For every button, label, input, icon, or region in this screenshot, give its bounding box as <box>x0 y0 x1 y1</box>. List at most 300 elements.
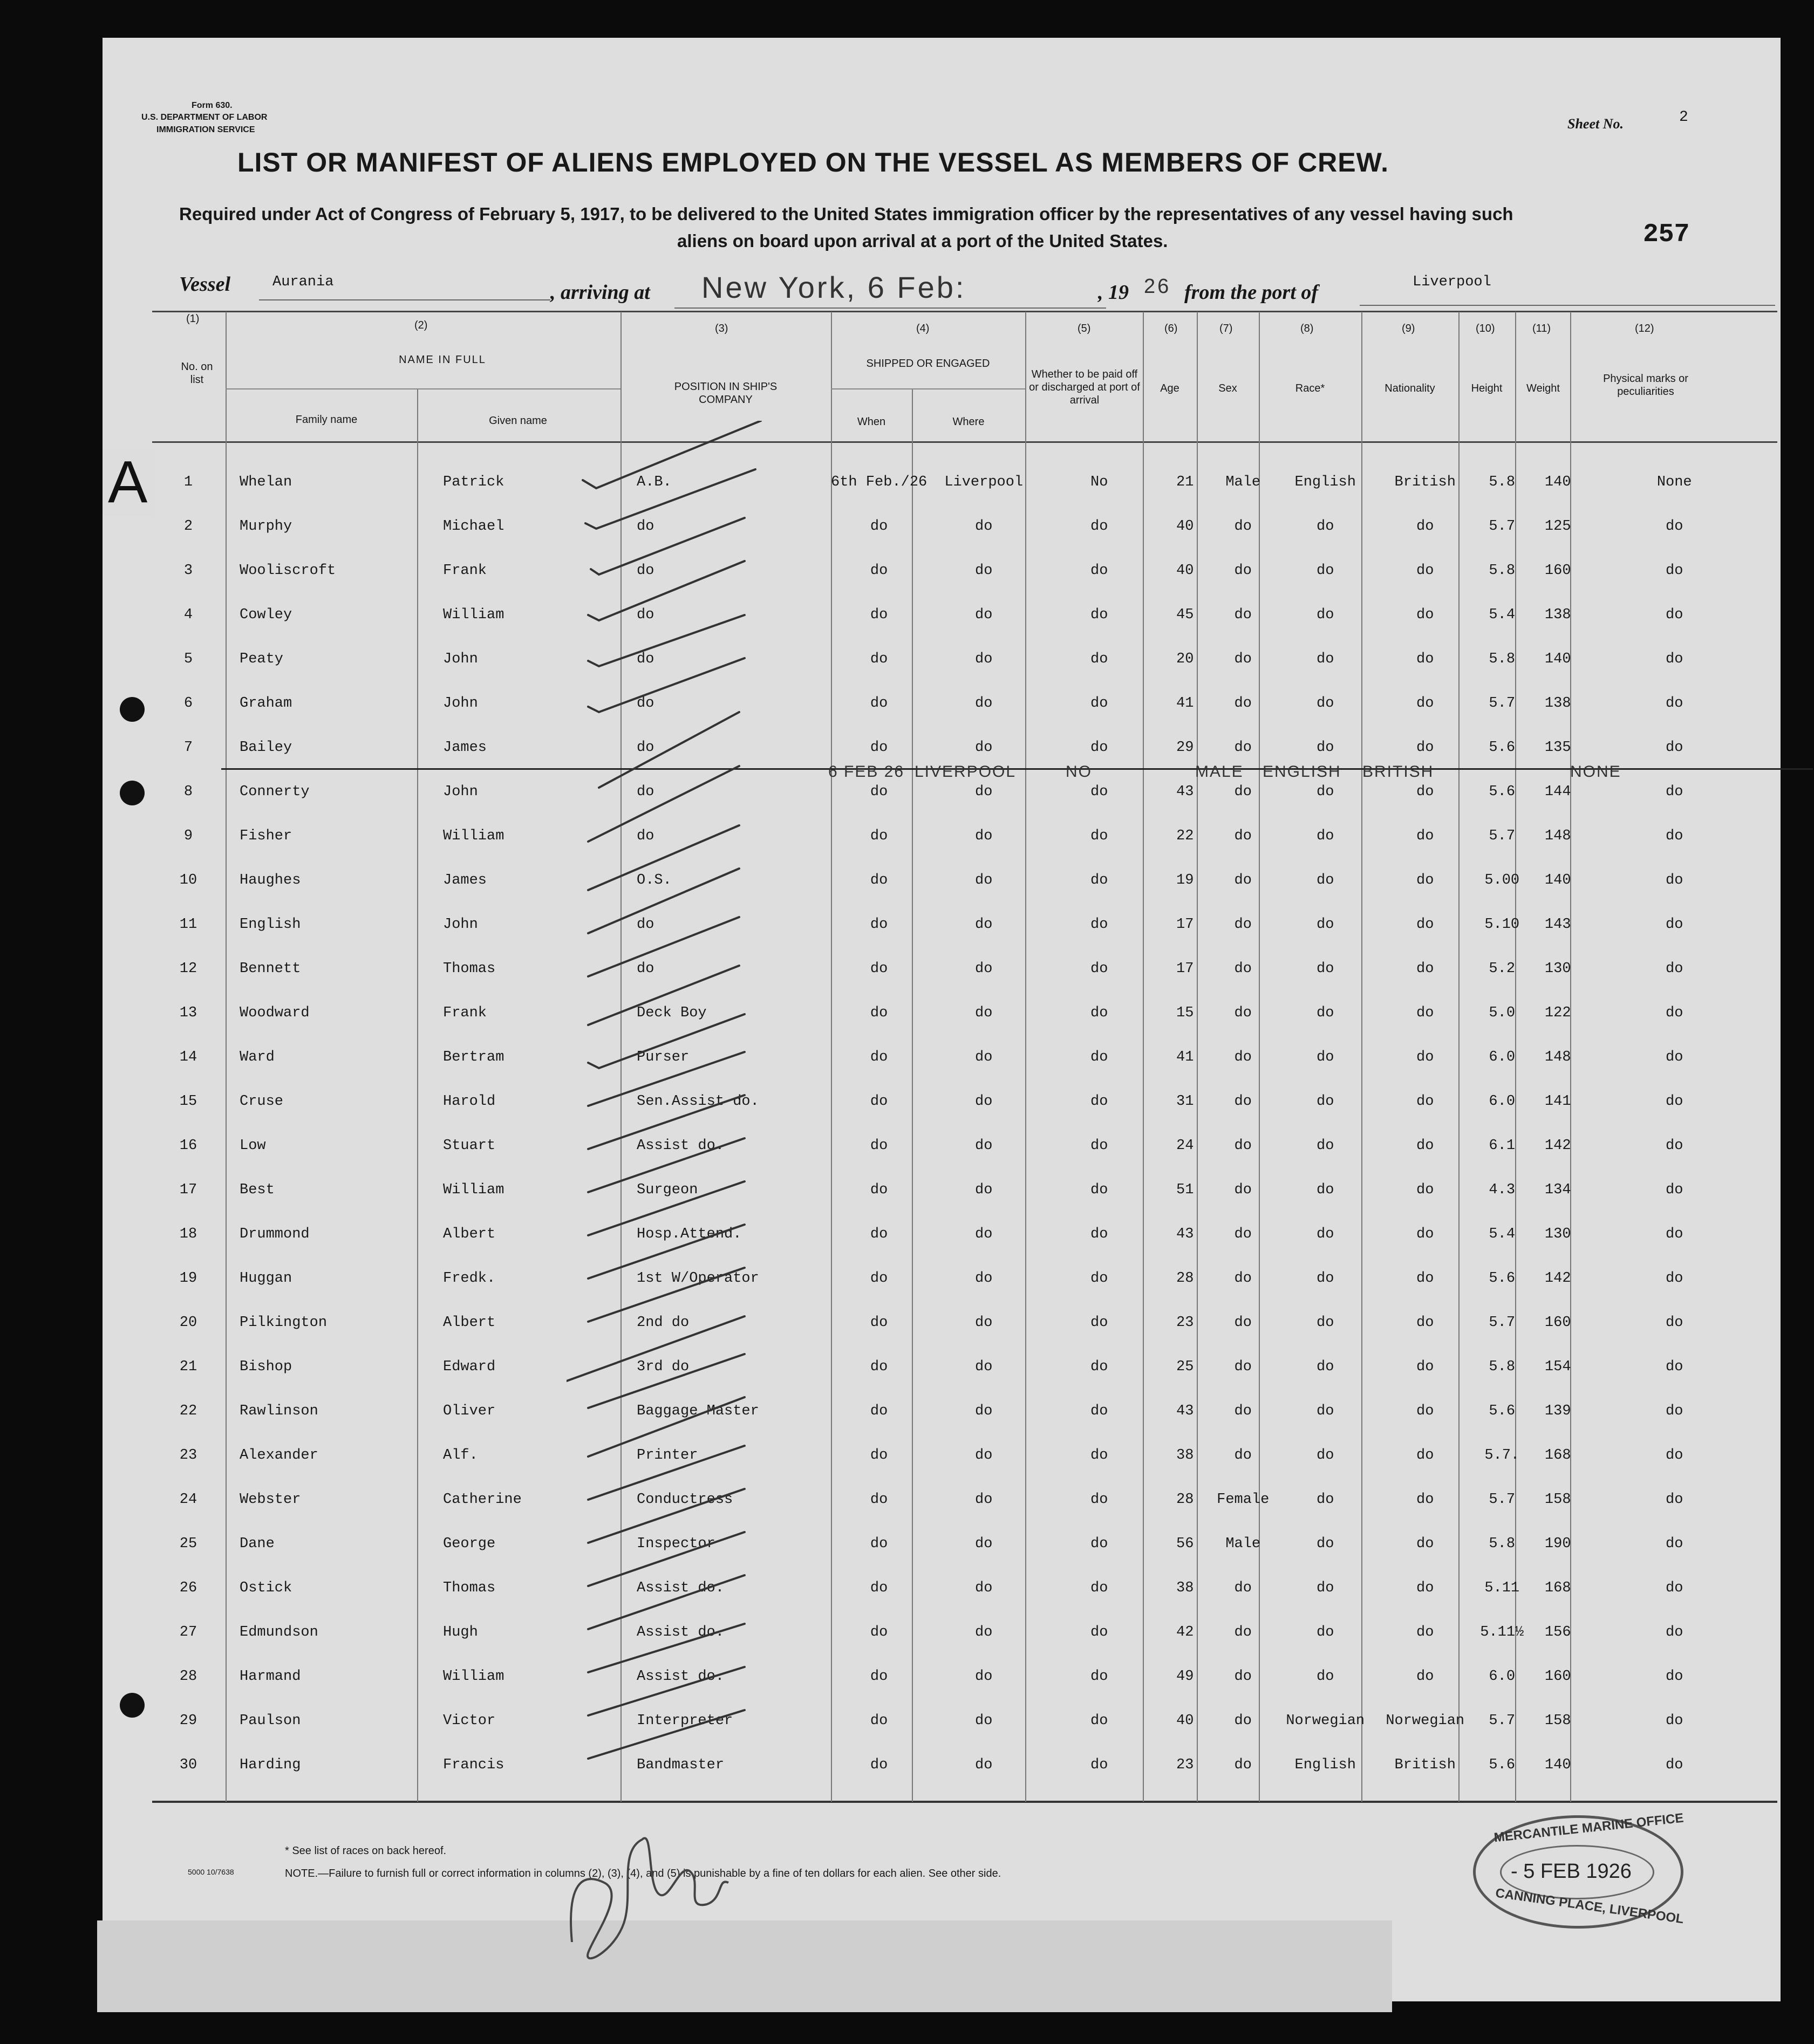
nationality: do <box>1416 1403 1434 1419</box>
race: Norwegian <box>1286 1713 1365 1729</box>
position: Surgeon <box>637 1182 698 1198</box>
nationality: do <box>1416 740 1434 756</box>
row-number: 6 <box>183 695 193 712</box>
position: Assist do. <box>637 1624 725 1640</box>
height: 5.4 <box>1489 607 1516 623</box>
header-given-name: Given name <box>489 415 547 427</box>
row-number: 4 <box>183 607 193 623</box>
paid-off: do <box>1090 1049 1108 1065</box>
shipped-when: do <box>870 1005 888 1021</box>
name-subheader-rule <box>226 388 620 389</box>
row-number: 23 <box>179 1447 197 1464</box>
shipped-where: do <box>975 961 993 977</box>
age: 43 <box>1176 1226 1194 1242</box>
physical-marks: do <box>1666 1359 1683 1375</box>
race: do <box>1317 828 1334 844</box>
vessel-underline <box>259 299 550 300</box>
family-name: Peaty <box>240 651 284 667</box>
sex: do <box>1234 1049 1252 1065</box>
shipped-when: do <box>870 1226 888 1242</box>
nationality: do <box>1416 563 1434 579</box>
shipped-when: 6th Feb./26 <box>831 474 928 490</box>
weight: 154 <box>1544 1359 1571 1375</box>
row-7-correction-marks: NONE <box>1570 763 1621 781</box>
race: do <box>1317 563 1334 579</box>
nationality: do <box>1416 784 1434 800</box>
physical-marks: do <box>1666 607 1683 623</box>
column-number: (12) <box>1635 323 1654 334</box>
position: Assist do. <box>637 1138 725 1154</box>
position: do <box>637 961 654 977</box>
paid-off: do <box>1090 740 1108 756</box>
stamp-address-text: CANNING PLACE, LIVERPOOL <box>1494 1885 1685 1927</box>
row-number: 28 <box>179 1669 197 1685</box>
subtitle-line-1: Required under Act of Congress of February 5, 1917, to be delivered to the United States immigration officer by the representatives of any vessel having such <box>179 204 1513 224</box>
header-race: Race* <box>1295 382 1325 394</box>
weight: 140 <box>1544 872 1571 888</box>
shipped-where: Liverpool <box>944 474 1024 490</box>
departure-port: Liverpool <box>1413 274 1491 290</box>
position: do <box>637 784 654 800</box>
row-number: 24 <box>179 1492 197 1508</box>
header-sex: Sex <box>1218 382 1237 394</box>
position: Bandmaster <box>637 1757 725 1773</box>
sex: do <box>1234 1447 1252 1464</box>
row-7-correction-date: 6 FEB 26 <box>828 763 905 781</box>
weight: 158 <box>1544 1713 1571 1729</box>
nationality: British <box>1394 474 1456 490</box>
race: do <box>1317 1315 1334 1331</box>
height: 5.7 <box>1489 1713 1516 1729</box>
nationality: do <box>1416 1005 1434 1021</box>
vessel-name: Aurania <box>272 274 334 290</box>
position: do <box>637 740 654 756</box>
shipped-when: do <box>870 1536 888 1552</box>
given-name: James <box>443 740 487 756</box>
position: Inspector <box>637 1536 715 1552</box>
crew-row <box>151 460 1763 504</box>
row-7-correction-port: LIVERPOOL <box>915 763 1017 781</box>
physical-marks: do <box>1666 563 1683 579</box>
given-name: Frank <box>443 563 487 579</box>
race: do <box>1317 1049 1334 1065</box>
race: do <box>1317 1005 1334 1021</box>
column-number: (6) <box>1164 323 1178 334</box>
sex: do <box>1234 1005 1252 1021</box>
row-number: 8 <box>183 784 193 800</box>
row-number: 5 <box>183 651 193 667</box>
shipped-when: do <box>870 872 888 888</box>
weight: 160 <box>1544 563 1571 579</box>
sex: do <box>1234 1624 1252 1640</box>
shipped-when: do <box>870 828 888 844</box>
physical-marks: do <box>1666 961 1683 977</box>
height: 5.7 <box>1489 1492 1516 1508</box>
position: do <box>637 828 654 844</box>
age: 49 <box>1176 1669 1194 1685</box>
shipped-where: do <box>975 1403 993 1419</box>
shipped-where: do <box>975 1093 993 1110</box>
height: 5.10 <box>1484 917 1520 933</box>
crew-row <box>151 637 1763 681</box>
paid-off: do <box>1090 1359 1108 1375</box>
header-when: When <box>857 416 886 428</box>
shipped-where: do <box>975 1580 993 1596</box>
physical-marks: do <box>1666 740 1683 756</box>
physical-marks: do <box>1666 1049 1683 1065</box>
height: 5.6 <box>1489 740 1516 756</box>
given-name: Alf. <box>443 1447 478 1464</box>
physical-marks: do <box>1666 1315 1683 1331</box>
race: do <box>1317 1182 1334 1198</box>
shipped-when: do <box>870 695 888 712</box>
given-name: Edward <box>443 1359 496 1375</box>
weight: 158 <box>1544 1492 1571 1508</box>
signature <box>561 1807 734 1969</box>
age: 56 <box>1176 1536 1194 1552</box>
weight: 160 <box>1544 1669 1571 1685</box>
height: 6.1 <box>1489 1138 1516 1154</box>
weight: 138 <box>1544 607 1571 623</box>
crew-row <box>151 947 1763 991</box>
race: do <box>1317 740 1334 756</box>
position: do <box>637 917 654 933</box>
height: 6.0 <box>1489 1669 1516 1685</box>
punch-hole <box>120 781 145 805</box>
column-number: (1) <box>186 313 200 325</box>
paid-off: do <box>1090 1669 1108 1685</box>
given-name: William <box>443 607 504 623</box>
shipped-when: do <box>870 563 888 579</box>
family-name: Cruse <box>240 1093 284 1110</box>
sex: Female <box>1217 1492 1270 1508</box>
given-name: John <box>443 695 478 712</box>
physical-marks: do <box>1666 1624 1683 1640</box>
family-name: Webster <box>240 1492 301 1508</box>
shipped-where: do <box>975 1005 993 1021</box>
paid-off: do <box>1090 1713 1108 1729</box>
age: 28 <box>1176 1270 1194 1287</box>
sex: do <box>1234 1359 1252 1375</box>
print-code: 5000 10/7638 <box>188 1868 234 1876</box>
nationality: do <box>1416 1049 1434 1065</box>
row-number: 29 <box>179 1713 197 1729</box>
weight: 130 <box>1544 1226 1571 1242</box>
weight: 144 <box>1544 784 1571 800</box>
race: do <box>1317 917 1334 933</box>
weight: 138 <box>1544 695 1571 712</box>
crew-row <box>151 1433 1763 1478</box>
age: 43 <box>1176 784 1194 800</box>
nationality: do <box>1416 1492 1434 1508</box>
column-number: (9) <box>1402 323 1415 334</box>
header-weight: Weight <box>1526 382 1560 394</box>
stamp-office-text: MERCANTILE MARINE OFFICE <box>1493 1810 1685 1845</box>
given-name: George <box>443 1536 496 1552</box>
given-name: Albert <box>443 1315 496 1331</box>
shipped-where: do <box>975 1359 993 1375</box>
stamp-date: - 5 FEB 1926 <box>1511 1860 1632 1883</box>
department-label: U.S. DEPARTMENT OF LABOR <box>141 113 268 122</box>
header-name-in-full: NAME IN FULL <box>399 354 486 366</box>
sex: do <box>1234 1315 1252 1331</box>
page-title: LIST OR MANIFEST OF ALIENS EMPLOYED ON THE VESSEL AS MEMBERS OF CREW. <box>237 147 1389 177</box>
physical-marks: do <box>1666 1447 1683 1464</box>
crew-row <box>151 681 1763 726</box>
physical-marks: do <box>1666 1580 1683 1596</box>
family-name: Bishop <box>240 1359 292 1375</box>
family-name: Harmand <box>240 1669 301 1685</box>
shipped-where: do <box>975 1182 993 1198</box>
physical-marks: do <box>1666 651 1683 667</box>
paid-off: do <box>1090 1403 1108 1419</box>
height: 5.7. <box>1484 1447 1520 1464</box>
shipped-where: do <box>975 1315 993 1331</box>
race: do <box>1317 518 1334 535</box>
row-number: 12 <box>179 961 197 977</box>
shipped-where: do <box>975 872 993 888</box>
nationality: do <box>1416 1359 1434 1375</box>
shipped-when: do <box>870 1182 888 1198</box>
paid-off: do <box>1090 917 1108 933</box>
race: do <box>1317 961 1334 977</box>
family-name: Dane <box>240 1536 275 1552</box>
position: 1st W/Operator <box>637 1270 759 1287</box>
race: do <box>1317 1270 1334 1287</box>
given-name: Patrick <box>443 474 504 490</box>
age: 51 <box>1176 1182 1194 1198</box>
physical-marks: do <box>1666 1182 1683 1198</box>
age: 22 <box>1176 828 1194 844</box>
sheet-label: Sheet No. <box>1567 116 1624 132</box>
family-name: Fisher <box>240 828 292 844</box>
page-number: 257 <box>1643 220 1690 249</box>
weight: 142 <box>1544 1270 1571 1287</box>
family-name: Rawlinson <box>240 1403 318 1419</box>
physical-marks: do <box>1666 1492 1683 1508</box>
crew-row <box>151 991 1763 1035</box>
height: 5.7 <box>1489 518 1516 535</box>
physical-marks: do <box>1666 1669 1683 1685</box>
shipped-when: do <box>870 607 888 623</box>
physical-marks: do <box>1666 1757 1683 1773</box>
family-name: Graham <box>240 695 292 712</box>
family-name: Best <box>240 1182 275 1198</box>
position: Printer <box>637 1447 698 1464</box>
family-name: Edmundson <box>240 1624 318 1640</box>
row-7-correction-sex: MALE <box>1195 763 1244 781</box>
shipped-where: do <box>975 1624 993 1640</box>
age: 38 <box>1176 1580 1194 1596</box>
race: do <box>1317 1403 1334 1419</box>
arrival-underline <box>674 307 1106 309</box>
paid-off: do <box>1090 1093 1108 1110</box>
shipped-where: do <box>975 784 993 800</box>
margin-letter: A <box>103 448 155 516</box>
shipped-where: do <box>975 563 993 579</box>
paid-off: do <box>1090 1447 1108 1464</box>
shipped-when: do <box>870 917 888 933</box>
shipped-where: do <box>975 1447 993 1464</box>
family-name: Connerty <box>240 784 310 800</box>
age: 43 <box>1176 1403 1194 1419</box>
weight: 140 <box>1544 651 1571 667</box>
family-name: Ostick <box>240 1580 292 1596</box>
nationality: do <box>1416 872 1434 888</box>
row-number: 3 <box>183 563 193 579</box>
family-name: Harding <box>240 1757 301 1773</box>
paid-off: do <box>1090 1624 1108 1640</box>
sex: do <box>1234 1270 1252 1287</box>
nationality: do <box>1416 1536 1434 1552</box>
punch-hole <box>120 1693 145 1718</box>
height: 5.8 <box>1489 1359 1516 1375</box>
nationality: do <box>1416 1624 1434 1640</box>
given-name: Francis <box>443 1757 504 1773</box>
shipped-where: do <box>975 917 993 933</box>
shipped-where: do <box>975 1536 993 1552</box>
age: 24 <box>1176 1138 1194 1154</box>
given-name: James <box>443 872 487 888</box>
physical-marks: do <box>1666 1005 1683 1021</box>
given-name: Oliver <box>443 1403 496 1419</box>
race: do <box>1317 651 1334 667</box>
physical-marks: do <box>1666 518 1683 535</box>
height: 5.8 <box>1489 651 1516 667</box>
crew-row <box>151 1478 1763 1522</box>
age: 20 <box>1176 651 1194 667</box>
nationality: do <box>1416 651 1434 667</box>
position: Assist do. <box>637 1669 725 1685</box>
position: do <box>637 563 654 579</box>
family-name: Low <box>240 1138 266 1154</box>
age: 31 <box>1176 1093 1194 1110</box>
shipped-when: do <box>870 1624 888 1640</box>
crew-row <box>151 1743 1763 1787</box>
height: 5.2 <box>1489 961 1516 977</box>
row-number: 18 <box>179 1226 197 1242</box>
row-number: 11 <box>179 917 197 933</box>
sex: do <box>1234 1713 1252 1729</box>
position: 3rd do <box>637 1359 690 1375</box>
paid-off: do <box>1090 1182 1108 1198</box>
given-name: John <box>443 784 478 800</box>
race: do <box>1317 1580 1334 1596</box>
year-prefix: , 19 <box>1098 281 1129 304</box>
family-name: Wooliscroft <box>240 563 336 579</box>
sex: do <box>1234 784 1252 800</box>
shipped-when: do <box>870 1447 888 1464</box>
crew-row <box>151 593 1763 637</box>
row-7-correction-paid: NO <box>1066 763 1092 781</box>
family-name: Huggan <box>240 1270 292 1287</box>
table-bottom-rule <box>152 1801 1777 1803</box>
race: do <box>1317 1226 1334 1242</box>
shipped-when: do <box>870 1093 888 1110</box>
paid-off: do <box>1090 607 1108 623</box>
shipped-when: do <box>870 518 888 535</box>
family-name: Bailey <box>240 740 292 756</box>
header-position: POSITION IN SHIP'S COMPANY <box>674 381 778 406</box>
sex: do <box>1234 1669 1252 1685</box>
sex: Male <box>1225 474 1261 490</box>
age: 17 <box>1176 917 1194 933</box>
weight: 156 <box>1544 1624 1571 1640</box>
crew-row <box>151 903 1763 947</box>
race: do <box>1317 1536 1334 1552</box>
given-name: Frank <box>443 1005 487 1021</box>
height: 5.00 <box>1484 872 1520 888</box>
physical-marks: do <box>1666 1403 1683 1419</box>
nationality: Norwegian <box>1386 1713 1465 1729</box>
crew-row <box>151 1168 1763 1212</box>
paid-off: do <box>1090 1005 1108 1021</box>
paid-off: do <box>1090 1580 1108 1596</box>
given-name: Fredk. <box>443 1270 496 1287</box>
paid-off: do <box>1090 695 1108 712</box>
nationality: do <box>1416 1093 1434 1110</box>
race: do <box>1317 1093 1334 1110</box>
sex: do <box>1234 1182 1252 1198</box>
sex: do <box>1234 1580 1252 1596</box>
paid-off: do <box>1090 872 1108 888</box>
weight: 160 <box>1544 1315 1571 1331</box>
race: do <box>1317 784 1334 800</box>
family-name: English <box>240 917 301 933</box>
sex: Male <box>1225 1536 1261 1552</box>
crew-row <box>151 1345 1763 1389</box>
crew-row <box>151 1212 1763 1256</box>
weight: 125 <box>1544 518 1571 535</box>
nationality: do <box>1416 607 1434 623</box>
weight: 140 <box>1544 474 1571 490</box>
row-number: 17 <box>179 1182 197 1198</box>
weight: 148 <box>1544 828 1571 844</box>
weight: 139 <box>1544 1403 1571 1419</box>
row-number: 22 <box>179 1403 197 1419</box>
family-name: Alexander <box>240 1447 318 1464</box>
weight: 168 <box>1544 1447 1571 1464</box>
age: 17 <box>1176 961 1194 977</box>
given-name: Bertram <box>443 1049 504 1065</box>
paid-off: do <box>1090 651 1108 667</box>
crew-row <box>151 1610 1763 1655</box>
paid-off: No <box>1090 474 1108 490</box>
family-name: Pilkington <box>240 1315 328 1331</box>
physical-marks: do <box>1666 1536 1683 1552</box>
header-where: Where <box>952 416 985 428</box>
crew-row <box>151 1566 1763 1610</box>
row-number: 19 <box>179 1270 197 1287</box>
age: 29 <box>1176 740 1194 756</box>
nationality: do <box>1416 1226 1434 1242</box>
height: 5.8 <box>1489 474 1516 490</box>
shipped-where: do <box>975 695 993 712</box>
shipped-when: do <box>870 651 888 667</box>
row-number: 20 <box>179 1315 197 1331</box>
family-name: Ward <box>240 1049 275 1065</box>
position: Sen.Assist do. <box>637 1093 759 1110</box>
crew-row <box>151 549 1763 593</box>
physical-marks: do <box>1666 1226 1683 1242</box>
crew-row <box>151 1522 1763 1566</box>
crew-row <box>151 1035 1763 1079</box>
crew-row <box>151 858 1763 903</box>
physical-marks: None <box>1656 474 1692 490</box>
row-number: 14 <box>179 1049 197 1065</box>
nationality: do <box>1416 1182 1434 1198</box>
nationality: do <box>1416 1270 1434 1287</box>
